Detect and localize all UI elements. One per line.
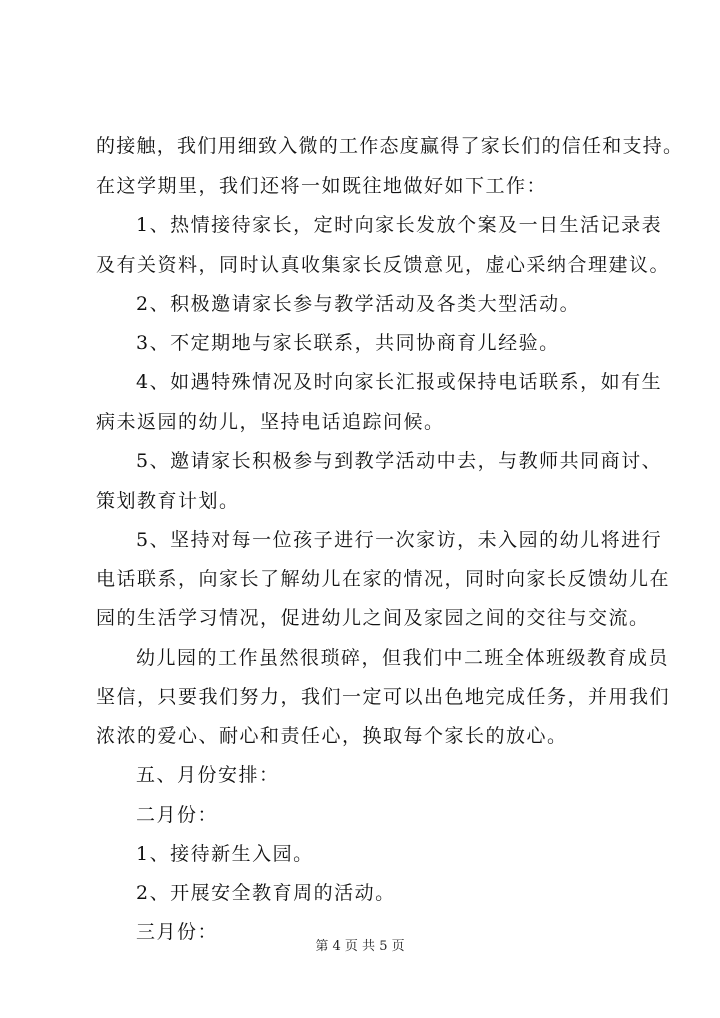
text-line: 五、月份安排：	[136, 764, 280, 786]
text-line: 3、不定期地与家长联系，共同协商育儿经验。	[136, 332, 560, 354]
text-line: 1、接待新生入园。	[136, 843, 314, 865]
text-line: 浓浓的爱心、耐心和责任心，换取每个家长的放心。	[96, 725, 568, 747]
text-line: 园的生活学习情况，促进幼儿之间及家园之间的交往与交流。	[96, 607, 650, 629]
text-line: 1、热情接待家长，定时向家长发放个案及一日生活记录表	[136, 214, 663, 236]
text-line: 二月份：	[136, 804, 219, 826]
text-line: 的接触，我们用细致入微的工作态度赢得了家长们的信任和支持。	[96, 135, 684, 157]
text-line: 病未返园的幼儿，坚持电话追踪问候。	[96, 411, 445, 433]
page-number-footer: 第 4 页 共 5 页	[315, 939, 405, 954]
text-line: 在这学期里，我们还将一如既往地做好如下工作：	[96, 175, 548, 197]
text-line: 及有关资料，同时认真收集家长反馈意见，虚心采纳合理建议。	[96, 254, 671, 276]
text-line: 2、积极邀请家长参与教学活动及各类大型活动。	[136, 293, 581, 315]
text-line: 电话联系，向家长了解幼儿在家的情况，同时向家长反馈幼儿在	[96, 568, 671, 590]
text-line: 三月份：	[136, 921, 219, 943]
text-line: 策划教育计划。	[96, 490, 240, 512]
text-line: 2、开展安全教育周的活动。	[136, 882, 396, 904]
text-line: 4、如遇特殊情况及时向家长汇报或保持电话联系，如有生	[136, 371, 663, 393]
text-line: 坚信，只要我们努力，我们一定可以出色地完成任务，并用我们	[96, 686, 671, 708]
text-line: 5、坚持对每一位孩子进行一次家访，未入园的幼儿将进行	[136, 529, 663, 551]
text-line: 5、邀请家长积极参与到教学活动中去，与教师共同商讨、	[136, 450, 663, 472]
text-line: 幼儿园的工作虽然很琐碎，但我们中二班全体班级教育成员	[136, 647, 670, 669]
